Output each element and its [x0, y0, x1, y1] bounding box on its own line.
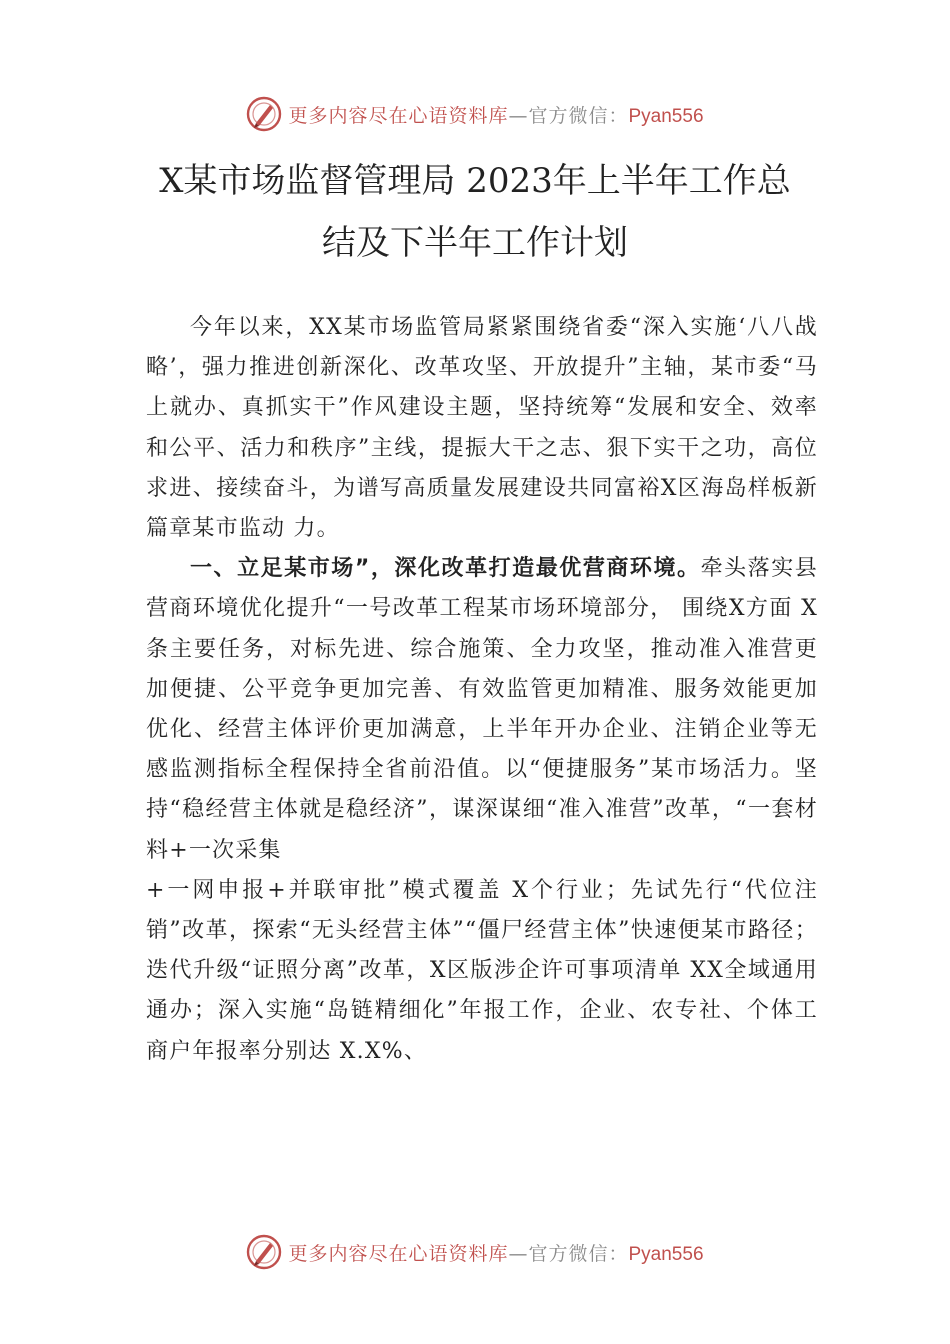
- watermark-separator: —: [508, 104, 529, 127]
- section-heading: 一、立足某市场”，深化改革打造最优营商环境。: [190, 556, 701, 582]
- paragraph-intro: 今年以来，XX某市场监管局紧紧围绕省委“深入实施‘八八战略’，强力推进创新深化、改革攻坚、开放提升”主轴，某市委“马上就办、真抓实干”作风建设主题，坚持统筹“发展和安全、效率和公平、活力和秩序”主线，提振大干之志、狠下实干之功，高位求进、接续奋斗，为谱写高质量发展建设共同富裕X区海岛样板新篇章某市监动 力。: [146, 315, 818, 542]
- section-text: 牵头落实县营商环境优化提升“一号改革工程某市场环境部分， 围绕X方面 X条主要任务，对标先进、综合施策、全力攻坚，推动准入准营更加便捷、公平竞争更加完善、有效监管更加精准、服务效能更加优化、经营主体评价更加满意，上半年开办企业、注销企业等无感监测指标全程保持全省前沿值。以“便捷服务”某市场活力。坚持“稳经营主体就是稳经济”，谋深谋细“准入准营”改革，“一套材料+一次采集: [146, 556, 818, 863]
- watermark-separator: —: [508, 1242, 529, 1265]
- paragraph-section-1: [146, 549, 818, 871]
- document-title: [120, 150, 830, 274]
- title-line-1: X某市场监督管理局 2023年上半年工作总: [159, 161, 791, 201]
- paragraph-continuation: +一网申报+并联审批”模式覆盖 X个行业；先试先行“代位注销”改革，探索“无头经营主体”“僵尸经营主体”快速便某市路径；迭代升级“证照分离”改革，X区版涉企许可事项清单 XX全域通用通办；深入实施“岛链精细化”年报工作，企业、农专社、个体工商户年报率分别达 X.X%、: [146, 877, 818, 1064]
- watermark-label: 官方微信：: [528, 1242, 629, 1265]
- watermark-id: Pyan556: [628, 105, 704, 127]
- watermark-text: [288, 1239, 703, 1266]
- document-body: [146, 308, 818, 1072]
- watermark-brand: 更多内容尽在心语资料库: [288, 1242, 509, 1265]
- watermark-id: Pyan556: [628, 1243, 704, 1265]
- title-line-2: 结及下半年工作计划: [322, 223, 628, 263]
- watermark-text: [288, 101, 703, 128]
- watermark-footer: [0, 1232, 950, 1272]
- watermark-header: [0, 94, 950, 134]
- pen-logo-icon: [246, 1234, 282, 1270]
- watermark-label: 官方微信：: [528, 104, 629, 127]
- pen-logo-icon: [246, 96, 282, 132]
- watermark-brand: 更多内容尽在心语资料库: [288, 104, 509, 127]
